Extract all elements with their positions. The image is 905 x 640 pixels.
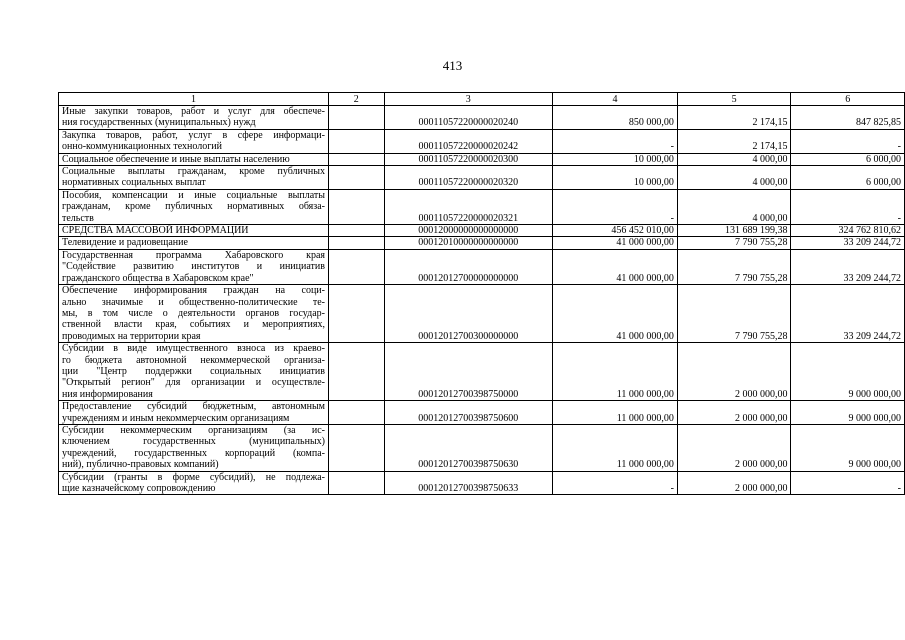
row-value-col5: 4 000,00 — [677, 153, 791, 165]
row-value-col4: - — [553, 471, 678, 495]
row-code: 00011057220000020300 — [384, 153, 553, 165]
row-value-col5: 131 689 199,38 — [677, 225, 791, 237]
row-value-col5: 7 790 755,28 — [677, 249, 791, 284]
row-code: 00012012700398750600 — [384, 401, 553, 425]
row-name-line: нормативных социальных выплат — [62, 177, 206, 189]
row-value-col6: 324 762 810,62 — [791, 225, 905, 237]
row-value-col6: 33 209 244,72 — [791, 285, 905, 343]
row-name-line: го бюджета автономной некоммерческой организа- — [62, 354, 325, 366]
row-name-cell — [59, 225, 329, 237]
row-name-line: Закупка товаров, работ, услуг в сфере информаци- — [62, 129, 325, 141]
row-col2 — [329, 189, 385, 224]
row-name-line: ключением государственных (муниципальных) — [62, 436, 325, 448]
row-value-col4: - — [553, 189, 678, 224]
row-value-col4: 10 000,00 — [553, 153, 678, 165]
table-row — [59, 401, 905, 425]
row-name — [62, 225, 325, 236]
table-row — [59, 153, 905, 165]
row-col2 — [329, 237, 385, 249]
row-col2 — [329, 285, 385, 343]
row-value-col5: 2 000 000,00 — [677, 424, 791, 471]
row-col2 — [329, 424, 385, 471]
row-col2 — [329, 106, 385, 130]
row-name-line: Телевидение и радиовещание — [62, 237, 188, 249]
budget-table — [58, 92, 905, 495]
row-name-line: гражданского общества в Хабаровском крае" — [62, 272, 254, 284]
row-name-line: СРЕДСТВА МАССОВОЙ ИНФОРМАЦИИ — [62, 225, 249, 237]
row-col2 — [329, 153, 385, 165]
row-name-line: Пособия, компенсации и иные социальные выплаты — [62, 189, 325, 201]
row-name-line: Субсидии (гранты в форме субсидий), не подлежа- — [62, 471, 325, 483]
row-name-line: Социальное обеспечение и иные выплаты населению — [62, 153, 290, 165]
row-name-cell — [59, 189, 329, 224]
row-name-cell — [59, 424, 329, 471]
row-name-cell — [59, 249, 329, 284]
row-name-line: Государственная программа Хабаровского края — [62, 249, 325, 261]
row-value-col4: - — [553, 129, 678, 153]
row-value-col6: 6 000,00 — [791, 153, 905, 165]
row-name-cell — [59, 153, 329, 165]
table-row — [59, 424, 905, 471]
row-value-col6: 9 000 000,00 — [791, 343, 905, 401]
row-value-col5: 2 000 000,00 — [677, 401, 791, 425]
row-name-cell — [59, 166, 329, 190]
row-value-col6: - — [791, 189, 905, 224]
row-name-line: мы, в том числе о деятельности органов государ- — [62, 307, 325, 319]
row-value-col5: 2 174,15 — [677, 106, 791, 130]
row-value-col4: 11 000 000,00 — [553, 424, 678, 471]
row-value-col6: 33 209 244,72 — [791, 237, 905, 249]
row-col2 — [329, 401, 385, 425]
row-value-col6: 9 000 000,00 — [791, 424, 905, 471]
row-value-col4: 11 000 000,00 — [553, 401, 678, 425]
row-code: 00011057220000020321 — [384, 189, 553, 224]
column-header: 3 — [384, 93, 553, 106]
column-header: 1 — [59, 93, 329, 106]
row-name-line: ственной власти края, событиях и мероприятиях, — [62, 319, 325, 331]
row-code: 00012010000000000000 — [384, 237, 553, 249]
row-name-line: ции "Центр поддержки социальных инициатив — [62, 365, 325, 377]
row-name-cell — [59, 129, 329, 153]
row-name — [62, 343, 325, 400]
row-name — [62, 237, 325, 248]
row-name-line: ния государственных (муниципальных) нужд — [62, 117, 256, 129]
row-code: 00011057220000020242 — [384, 129, 553, 153]
table-row — [59, 237, 905, 249]
row-name-line: проводимых на территории края — [62, 330, 201, 342]
row-value-col5: 4 000,00 — [677, 189, 791, 224]
column-header: 2 — [329, 93, 385, 106]
row-value-col5: 7 790 755,28 — [677, 285, 791, 343]
row-name — [62, 130, 325, 153]
row-name-line: учреждениям и иным некоммерческим организациям — [62, 412, 290, 424]
row-code: 00012012700398750630 — [384, 424, 553, 471]
row-code: 00012012700300000000 — [384, 285, 553, 343]
table-body — [59, 106, 905, 495]
table-row — [59, 106, 905, 130]
page-number: 413 — [442, 58, 463, 73]
row-value-col5: 4 000,00 — [677, 166, 791, 190]
row-code: 00012012700398750000 — [384, 343, 553, 401]
row-value-col4: 41 000 000,00 — [553, 237, 678, 249]
table-header-row — [59, 93, 905, 106]
row-col2 — [329, 166, 385, 190]
row-name-line: онно-коммуникационных технологий — [62, 141, 223, 153]
row-col2 — [329, 343, 385, 401]
row-value-col4: 456 452 010,00 — [553, 225, 678, 237]
row-value-col5: 7 790 755,28 — [677, 237, 791, 249]
row-name-line: Социальные выплаты гражданам, кроме публичных — [62, 166, 325, 178]
row-name-line: ний), публично-правовых компаний) — [62, 459, 219, 471]
row-name-line: "Содействие развитию институтов и инициатив — [62, 261, 325, 273]
row-name-line: Предоставление субсидий бюджетным, автономным — [62, 401, 325, 413]
row-col2 — [329, 225, 385, 237]
table-row — [59, 129, 905, 153]
row-name-cell — [59, 285, 329, 343]
row-name-cell — [59, 401, 329, 425]
row-name — [62, 154, 325, 165]
table-row — [59, 166, 905, 190]
row-col2 — [329, 129, 385, 153]
row-name-line: учреждений, государственных корпораций (компа- — [62, 447, 325, 459]
row-value-col4: 41 000 000,00 — [553, 285, 678, 343]
row-name-line: тельств — [62, 212, 94, 224]
row-name — [62, 401, 325, 424]
row-name — [62, 472, 325, 495]
row-code: 00012000000000000000 — [384, 225, 553, 237]
row-value-col6: 6 000,00 — [791, 166, 905, 190]
row-col2 — [329, 471, 385, 495]
row-name-cell — [59, 471, 329, 495]
row-name-line: ально значимые и общественно-политические те- — [62, 296, 325, 308]
column-header: 4 — [553, 93, 678, 106]
row-value-col4: 850 000,00 — [553, 106, 678, 130]
row-value-col6: 33 209 244,72 — [791, 249, 905, 284]
row-value-col6: - — [791, 129, 905, 153]
row-value-col5: 2 000 000,00 — [677, 471, 791, 495]
row-name-line: Субсидии в виде имущественного взноса из краево- — [62, 343, 325, 355]
column-header: 5 — [677, 93, 791, 106]
table-row — [59, 285, 905, 343]
row-value-col4: 41 000 000,00 — [553, 249, 678, 284]
row-value-col4: 11 000 000,00 — [553, 343, 678, 401]
table-row — [59, 225, 905, 237]
row-value-col6: 9 000 000,00 — [791, 401, 905, 425]
row-name-line: щие казначейскому сопровождению — [62, 483, 216, 494]
row-value-col6: 847 825,85 — [791, 106, 905, 130]
row-code: 00011057220000020320 — [384, 166, 553, 190]
row-name-line: Иные закупки товаров, работ и услуг для обеспече- — [62, 106, 325, 117]
row-name — [62, 425, 325, 471]
row-name-cell — [59, 237, 329, 249]
row-name — [62, 106, 325, 129]
row-name-line: "Открытый регион" для организации и осуществле- — [62, 377, 325, 389]
row-name — [62, 166, 325, 189]
column-header: 6 — [791, 93, 905, 106]
row-name-line: Субсидии некоммерческим организациям (за ис- — [62, 424, 325, 436]
row-name-line: ния информирования — [62, 388, 153, 400]
table-row — [59, 189, 905, 224]
row-value-col6: - — [791, 471, 905, 495]
table-row — [59, 471, 905, 495]
row-col2 — [329, 249, 385, 284]
row-name — [62, 285, 325, 342]
row-name-line: Обеспечение информирования граждан на соци- — [62, 285, 325, 297]
row-name-line: гражданам, кроме публичных нормативных обяза- — [62, 201, 325, 213]
table-row — [59, 343, 905, 401]
row-name-cell — [59, 106, 329, 130]
row-code: 00012012700000000000 — [384, 249, 553, 284]
row-name — [62, 250, 325, 284]
row-name — [62, 190, 325, 224]
row-code: 00011057220000020240 — [384, 106, 553, 130]
row-value-col5: 2 000 000,00 — [677, 343, 791, 401]
row-value-col5: 2 174,15 — [677, 129, 791, 153]
row-code: 00012012700398750633 — [384, 471, 553, 495]
row-value-col4: 10 000,00 — [553, 166, 678, 190]
table-row — [59, 249, 905, 284]
row-name-cell — [59, 343, 329, 401]
